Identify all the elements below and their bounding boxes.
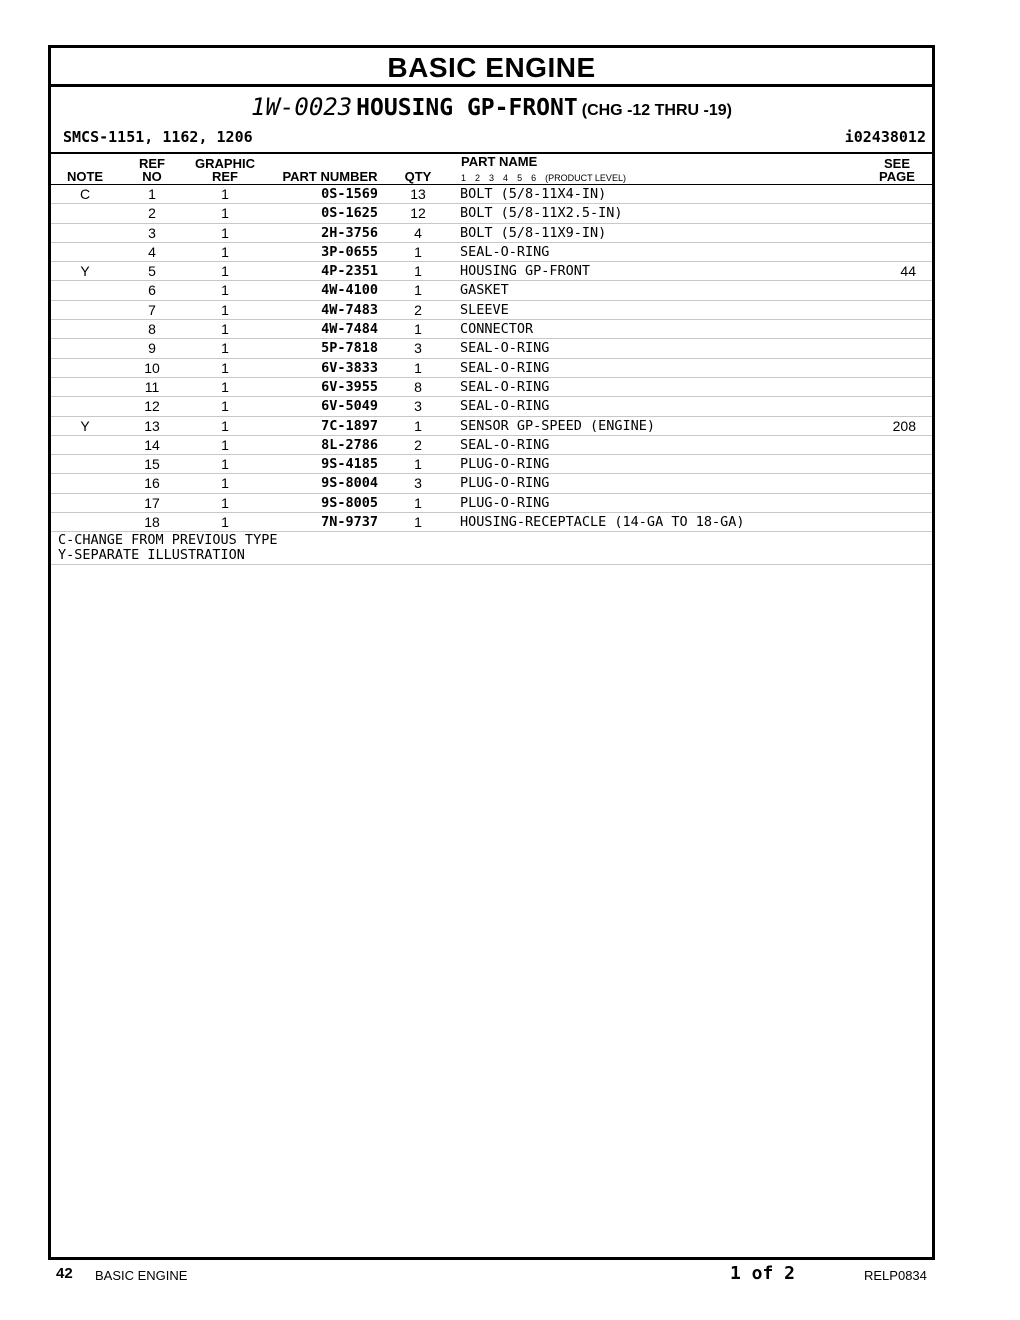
ref-number: 1 <box>148 186 156 202</box>
ref-number: 13 <box>144 417 160 434</box>
note-cell: Y <box>80 263 90 280</box>
see-page: 44 <box>900 263 916 280</box>
note-line: C-CHANGE FROM PREVIOUS TYPE <box>58 532 278 549</box>
graphic-ref: 1 <box>221 417 229 434</box>
col-see-header-bottom: PAGE <box>879 169 915 184</box>
part-number: 9S-8005 <box>321 494 378 511</box>
ref-number: 8 <box>148 321 156 338</box>
page-frame <box>48 45 935 1260</box>
col-graphic-header-top: GRAPHIC <box>195 156 255 171</box>
table-row <box>51 378 932 397</box>
ref-number: 16 <box>144 475 160 492</box>
col-see-header-top: SEE <box>883 156 910 171</box>
part-number: 4W-4100 <box>321 282 378 299</box>
part-name: HOUSING GP-FRONT <box>460 263 591 280</box>
table-row <box>51 185 932 204</box>
table-row <box>51 243 932 262</box>
level-3: 3 <box>489 173 495 183</box>
table-row <box>51 474 932 493</box>
table-row <box>51 417 932 436</box>
graphic-ref: 1 <box>221 282 229 299</box>
ref-number: 4 <box>148 243 156 260</box>
product-levels <box>461 173 635 183</box>
part-number: 7C-1897 <box>321 417 378 434</box>
part-name: SEAL-O-RING <box>460 378 550 395</box>
graphic-ref: 1 <box>221 224 229 241</box>
table-row <box>51 301 932 320</box>
footer-doc-code: RELP0834 <box>864 1268 927 1283</box>
part-name: BOLT (5/8-11X4-IN) <box>460 186 607 202</box>
part-number: 0S-1569 <box>321 186 378 202</box>
quantity: 1 <box>414 359 422 376</box>
ref-number: 18 <box>144 514 160 531</box>
table-row <box>51 455 932 474</box>
level-5: 5 <box>517 173 523 183</box>
part-number: 3P-0655 <box>321 243 378 260</box>
part-number: 9S-4185 <box>321 456 378 473</box>
notes-legend <box>51 532 932 565</box>
table-row <box>51 397 932 416</box>
ref-number: 11 <box>144 378 160 395</box>
graphic-ref: 1 <box>221 456 229 473</box>
col-ref-header-bottom: NO <box>142 169 162 184</box>
quantity: 1 <box>414 456 422 473</box>
graphic-ref: 1 <box>221 263 229 280</box>
quantity: 1 <box>414 321 422 338</box>
part-number: 9S-8004 <box>321 475 378 492</box>
table-row <box>51 281 932 300</box>
part-name: SLEEVE <box>460 301 509 318</box>
col-ref-header-top: REF <box>139 156 165 171</box>
quantity: 1 <box>414 417 422 434</box>
ref-number: 7 <box>148 301 156 318</box>
part-name: SENSOR GP-SPEED (ENGINE) <box>460 417 656 434</box>
graphic-ref: 1 <box>221 494 229 511</box>
quantity: 13 <box>410 186 426 202</box>
quantity: 3 <box>414 340 422 357</box>
part-number: 4P-2351 <box>321 263 378 280</box>
graphic-ref: 1 <box>221 301 229 318</box>
table-row <box>51 339 932 358</box>
graphic-ref: 1 <box>221 340 229 357</box>
ref-number: 14 <box>144 436 160 453</box>
quantity: 1 <box>414 243 422 260</box>
part-number: 6V-5049 <box>321 398 378 415</box>
part-number: 2H-3756 <box>321 224 378 241</box>
footer-section: BASIC ENGINE <box>95 1268 188 1283</box>
graphic-ref: 1 <box>221 514 229 531</box>
quantity: 2 <box>414 436 422 453</box>
part-name: BOLT (5/8-11X2.5-IN) <box>460 205 623 222</box>
table-row <box>51 494 932 513</box>
table-row <box>51 204 932 223</box>
group-name: HOUSING GP-FRONT <box>356 95 578 121</box>
ref-number: 2 <box>148 205 156 222</box>
col-part-number-header: PART NUMBER <box>282 169 378 184</box>
footer-page-of: 1 of 2 <box>730 1263 796 1284</box>
part-name: SEAL-O-RING <box>460 398 550 415</box>
note-line: Y-SEPARATE ILLUSTRATION <box>58 547 245 564</box>
level-4: 4 <box>503 173 509 183</box>
note-cell: Y <box>80 417 90 434</box>
col-graphic-header-bottom: REF <box>212 169 238 184</box>
col-note-header: NOTE <box>66 169 104 184</box>
ref-number: 17 <box>144 494 160 511</box>
col-qty-header: QTY <box>404 169 432 184</box>
level-2: 2 <box>475 173 481 183</box>
part-name: SEAL-O-RING <box>460 243 550 260</box>
table-row <box>51 359 932 378</box>
graphic-ref: 1 <box>221 359 229 376</box>
group-heading <box>51 87 932 127</box>
part-name: PLUG-O-RING <box>460 456 550 473</box>
quantity: 1 <box>414 282 422 299</box>
note-cell: C <box>79 186 91 202</box>
level-1: 1 <box>461 173 467 183</box>
graphic-ref: 1 <box>221 186 229 202</box>
levels-label: (PRODUCT LEVEL) <box>545 173 626 183</box>
table-row <box>51 513 932 532</box>
quantity: 3 <box>414 398 422 415</box>
part-name: SEAL-O-RING <box>460 340 550 357</box>
quantity: 1 <box>414 263 422 280</box>
part-name: SEAL-O-RING <box>460 359 550 376</box>
table-row <box>51 320 932 339</box>
group-number: 1W-0023 <box>251 93 353 121</box>
part-number: 0S-1625 <box>321 205 378 222</box>
part-number: 5P-7818 <box>321 340 378 357</box>
page-title: BASIC ENGINE <box>51 48 932 87</box>
part-name: CONNECTOR <box>460 321 534 338</box>
table-row <box>51 262 932 281</box>
part-name: PLUG-O-RING <box>460 475 550 492</box>
ref-number: 12 <box>144 398 160 415</box>
part-name: PLUG-O-RING <box>460 494 550 511</box>
graphic-ref: 1 <box>221 243 229 260</box>
ref-number: 6 <box>148 282 156 299</box>
ref-number: 10 <box>144 359 160 376</box>
col-part-name-header: PART NAME <box>461 154 538 169</box>
part-number: 6V-3955 <box>321 378 378 395</box>
level-6: 6 <box>531 173 537 183</box>
graphic-ref: 1 <box>221 205 229 222</box>
table-row <box>51 224 932 243</box>
part-number: 8L-2786 <box>321 436 378 453</box>
quantity: 1 <box>414 494 422 511</box>
part-name: GASKET <box>460 282 509 299</box>
graphic-ref: 1 <box>221 398 229 415</box>
ref-number: 5 <box>148 263 156 280</box>
graphic-ref: 1 <box>221 436 229 453</box>
footer-page-number: 42 <box>56 1265 73 1282</box>
quantity: 4 <box>414 224 422 241</box>
quantity: 3 <box>414 475 422 492</box>
smcs-codes: SMCS-1151, 1162, 1206 <box>63 128 253 146</box>
change-range: (CHG -12 THRU -19) <box>581 102 732 119</box>
quantity: 8 <box>414 378 422 395</box>
ref-number: 3 <box>148 224 156 241</box>
part-name: BOLT (5/8-11X9-IN) <box>460 224 607 241</box>
part-number: 4W-7483 <box>321 301 378 318</box>
part-number: 6V-3833 <box>321 359 378 376</box>
see-page: 208 <box>892 417 916 434</box>
quantity: 1 <box>414 514 422 531</box>
quantity: 2 <box>414 301 422 318</box>
part-name: SEAL-O-RING <box>460 436 550 453</box>
ref-number: 15 <box>144 456 160 473</box>
part-name: HOUSING-RECEPTACLE (14-GA TO 18-GA) <box>460 514 745 531</box>
quantity: 12 <box>410 205 426 222</box>
graphic-ref: 1 <box>221 475 229 492</box>
ref-number: 9 <box>148 340 156 357</box>
part-number: 4W-7484 <box>321 321 378 338</box>
graphic-ref: 1 <box>221 321 229 338</box>
document-identifier: i02438012 <box>844 128 926 146</box>
table-row <box>51 436 932 455</box>
graphic-ref: 1 <box>221 378 229 395</box>
part-number: 7N-9737 <box>321 514 378 531</box>
parts-table <box>51 185 932 565</box>
